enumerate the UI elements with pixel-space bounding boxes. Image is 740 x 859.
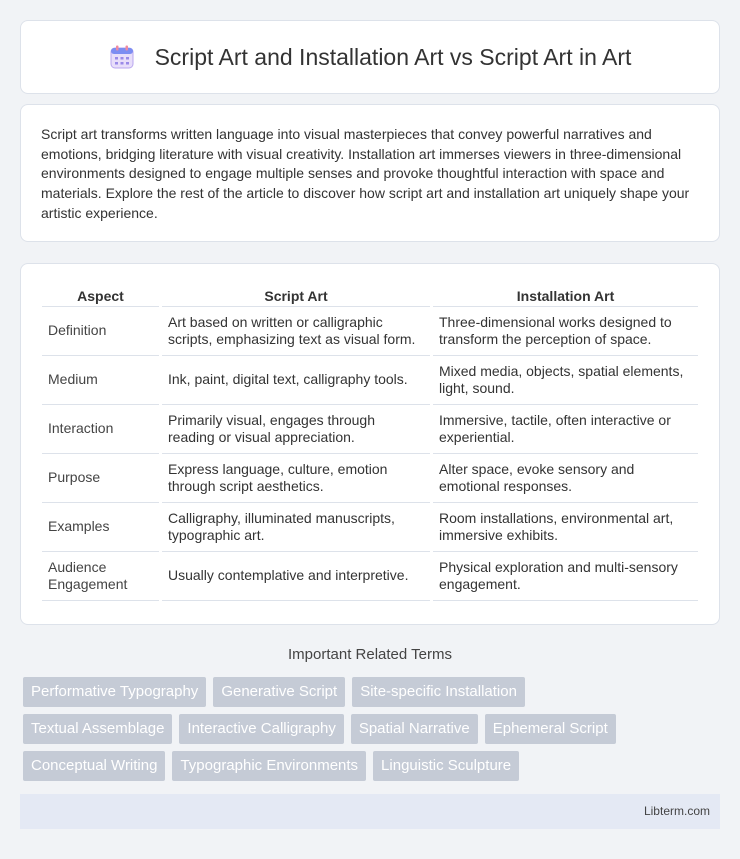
table-cell-aspect: Purpose bbox=[42, 454, 159, 503]
table-cell-aspect: Examples bbox=[42, 503, 159, 552]
table-row bbox=[42, 552, 698, 601]
table-row bbox=[42, 454, 698, 503]
related-term-tag[interactable]: Linguistic Sculpture bbox=[373, 751, 519, 781]
page-title: Script Art and Installation Art vs Script Art in Art bbox=[154, 43, 632, 70]
title-card bbox=[20, 20, 720, 94]
table-cell-aspect: Interaction bbox=[42, 405, 159, 454]
table-row bbox=[42, 356, 698, 405]
table-cell-script-art: Primarily visual, engages through reading or visual appreciation. bbox=[162, 405, 430, 454]
comparison-table bbox=[39, 285, 701, 601]
table-row bbox=[42, 503, 698, 552]
related-terms-heading: Important Related Terms bbox=[288, 646, 452, 663]
related-term-tag[interactable]: Conceptual Writing bbox=[23, 751, 165, 781]
table-header-row bbox=[42, 285, 698, 307]
table-cell-installation-art: Three-dimensional works designed to transform the perception of space. bbox=[433, 307, 698, 356]
related-term-tag[interactable]: Spatial Narrative bbox=[351, 714, 478, 744]
intro-text: Script art transforms written language into visual masterpieces that convey powerful narratives and emotions, bridging literature with visual creativity. Installation art immerses viewers in three-dimensional environments designed to engage multiple senses and provoke thoughtful interaction with space and materials. Explore the rest of the article to discover how script art and installation art uniquely shape your artistic experience. bbox=[41, 126, 690, 221]
related-terms-list bbox=[23, 677, 723, 788]
table-cell-installation-art: Immersive, tactile, often interactive or experiential. bbox=[433, 405, 698, 454]
table-cell-installation-art: Alter space, evoke sensory and emotional responses. bbox=[433, 454, 698, 503]
table-cell-script-art: Art based on written or calligraphic scripts, emphasizing text as visual form. bbox=[162, 307, 430, 356]
tag-row bbox=[23, 677, 723, 707]
related-term-tag[interactable]: Performative Typography bbox=[23, 677, 206, 707]
footer bbox=[20, 794, 720, 829]
related-term-tag[interactable]: Typographic Environments bbox=[172, 751, 366, 781]
table-cell-installation-art: Room installations, environmental art, immersive exhibits. bbox=[433, 503, 698, 552]
table-cell-aspect: Audience Engagement bbox=[42, 552, 159, 601]
table-cell-script-art: Usually contemplative and interpretive. bbox=[162, 552, 430, 601]
tag-row bbox=[23, 751, 723, 781]
related-term-tag[interactable]: Textual Assemblage bbox=[23, 714, 172, 744]
related-term-tag[interactable]: Ephemeral Script bbox=[485, 714, 616, 744]
table-cell-installation-art: Physical exploration and multi-sensory engagement. bbox=[433, 552, 698, 601]
column-header-script-art: Script Art bbox=[162, 285, 430, 307]
table-row bbox=[42, 405, 698, 454]
column-header-installation-art: Installation Art bbox=[433, 285, 698, 307]
table-cell-aspect: Definition bbox=[42, 307, 159, 356]
table-cell-script-art: Calligraphy, illuminated manuscripts, typographic art. bbox=[162, 503, 430, 552]
comparison-table-card bbox=[20, 263, 720, 625]
related-term-tag[interactable]: Interactive Calligraphy bbox=[179, 714, 343, 744]
table-row bbox=[42, 307, 698, 356]
intro-card bbox=[20, 104, 720, 242]
tag-row bbox=[23, 714, 723, 744]
related-term-tag[interactable]: Generative Script bbox=[213, 677, 345, 707]
related-term-tag[interactable]: Site-specific Installation bbox=[352, 677, 525, 707]
calendar-icon bbox=[109, 44, 135, 70]
table-cell-script-art: Express language, culture, emotion through script aesthetics. bbox=[162, 454, 430, 503]
table-cell-aspect: Medium bbox=[42, 356, 159, 405]
footer-source-link[interactable]: Libterm.com bbox=[643, 804, 710, 818]
column-header-aspect: Aspect bbox=[42, 285, 159, 307]
table-cell-script-art: Ink, paint, digital text, calligraphy tools. bbox=[162, 356, 430, 405]
table-cell-installation-art: Mixed media, objects, spatial elements, light, sound. bbox=[433, 356, 698, 405]
